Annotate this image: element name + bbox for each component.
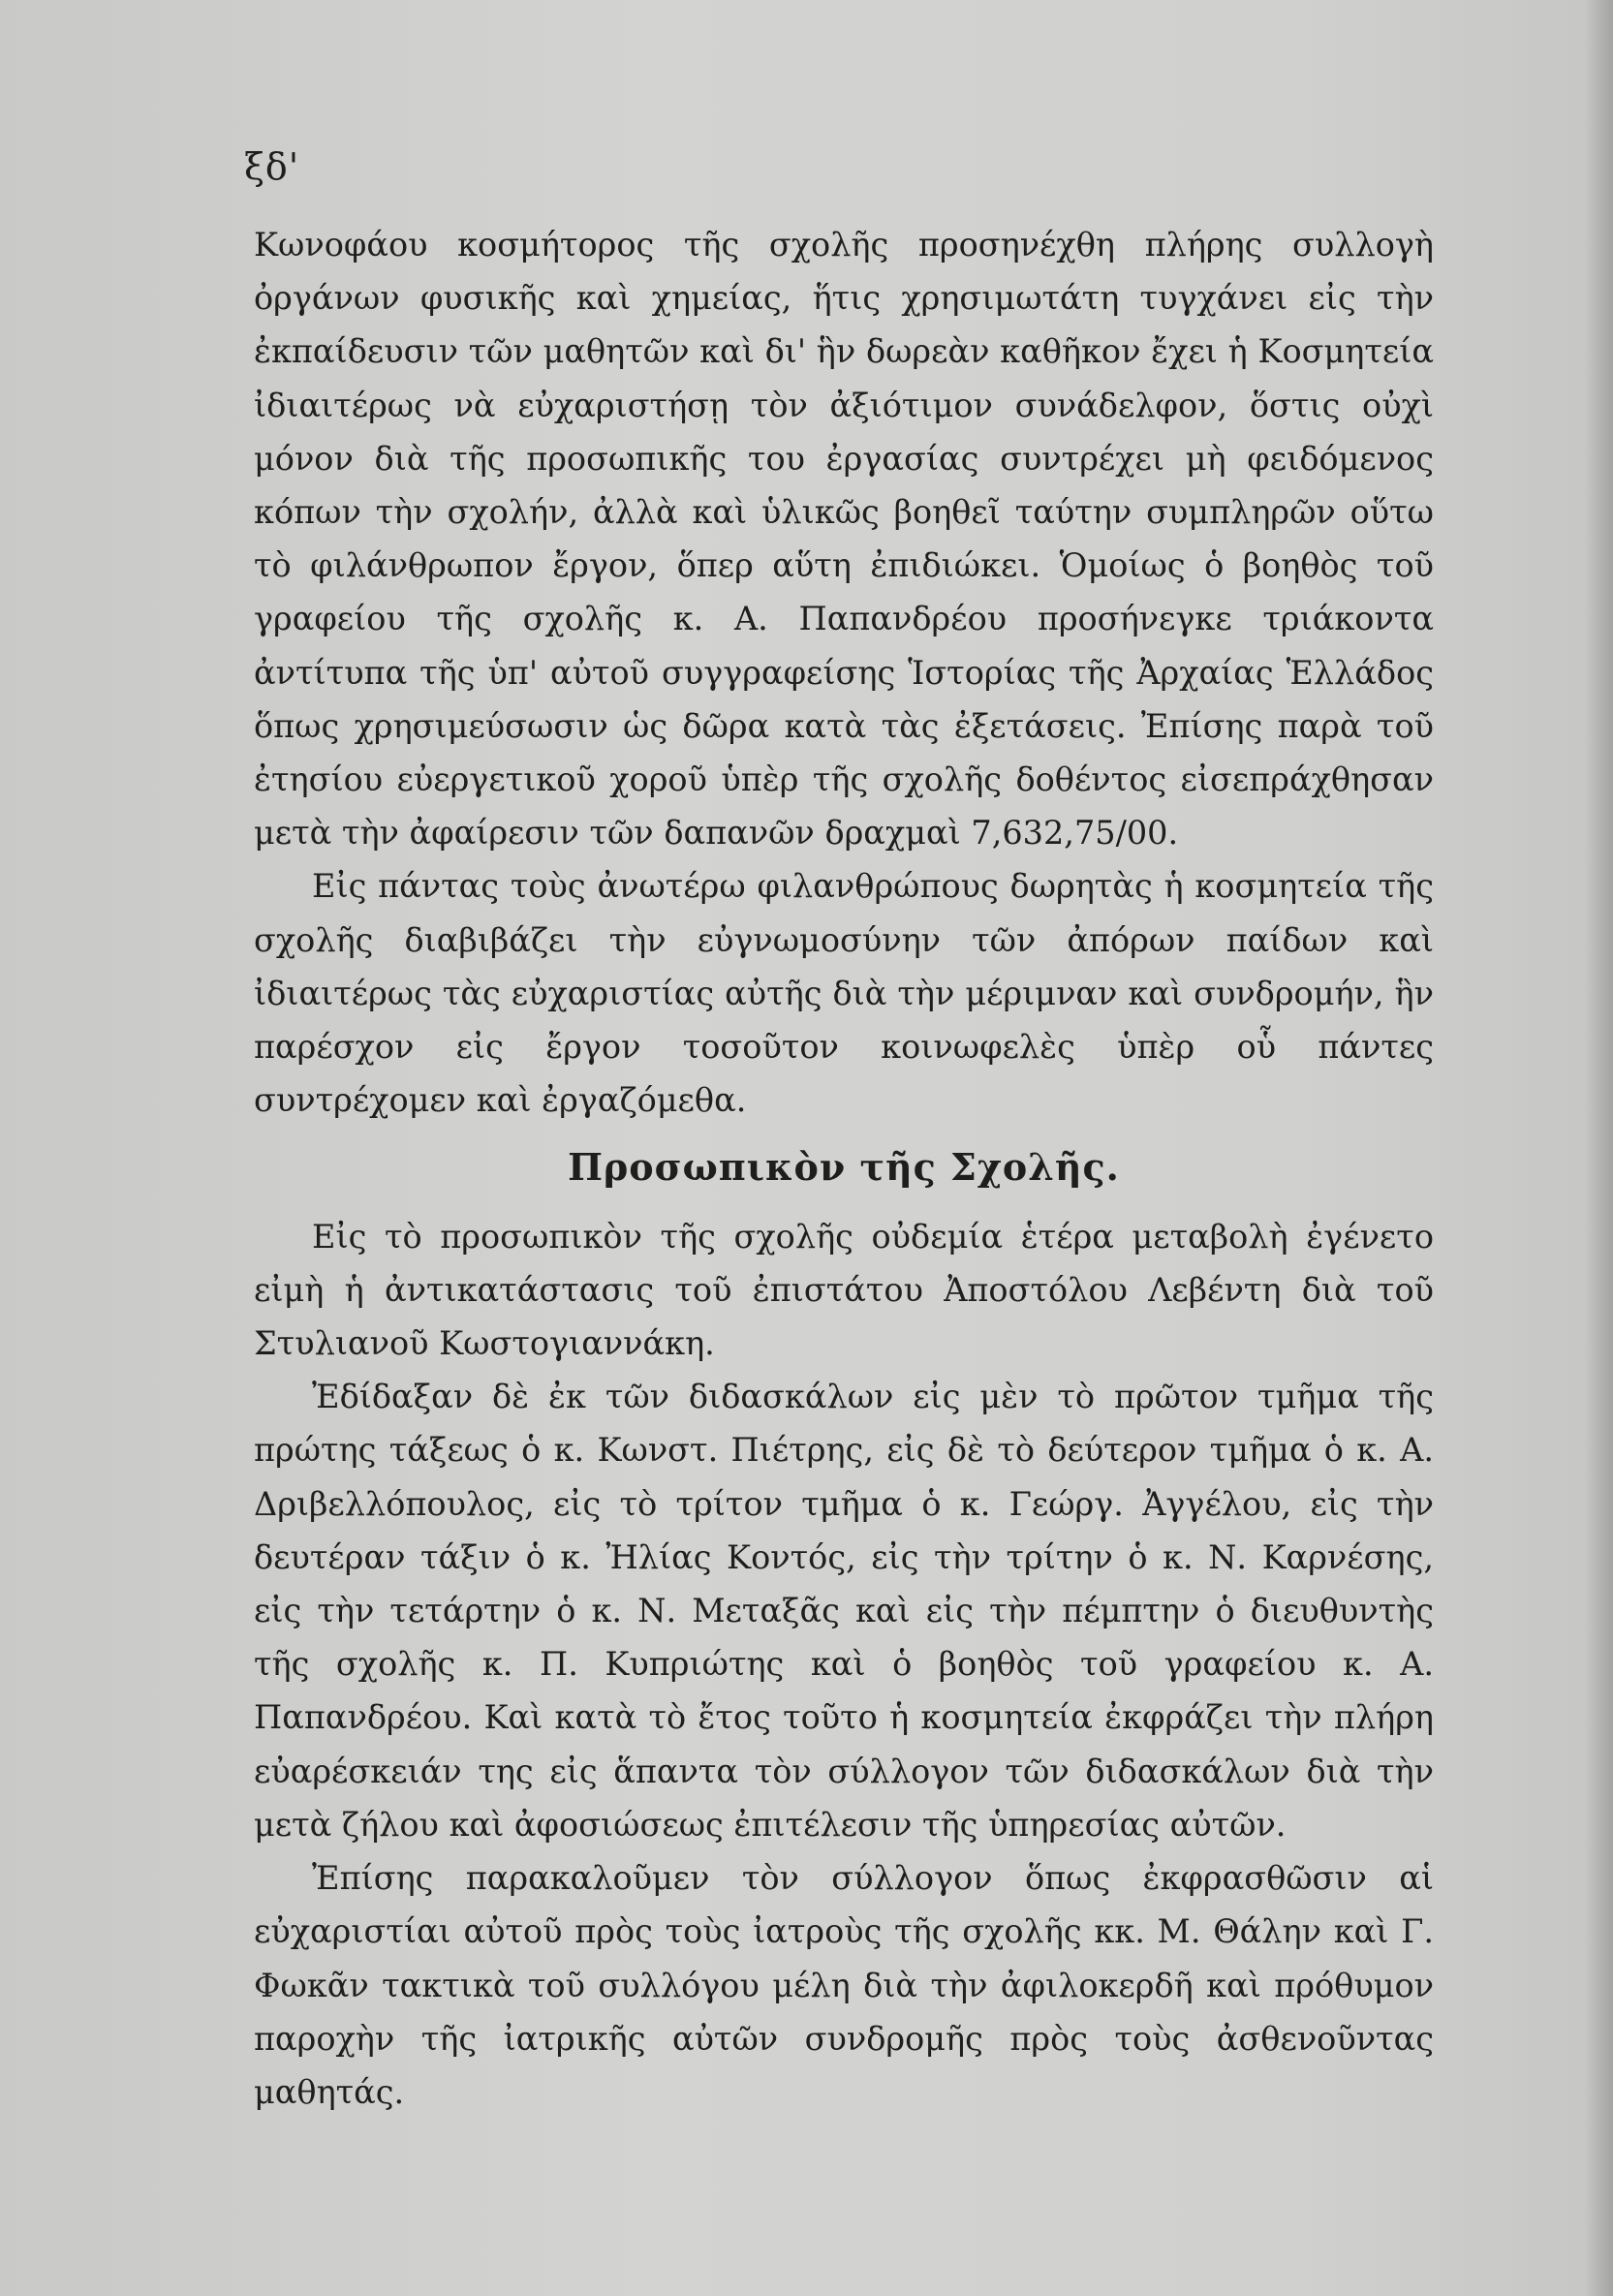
paragraph-thanks: Εἰς πάντας τοὺς ἀνωτέρω φιλανθρώπους δωρητὰς ἡ κοσμητεία τῆς σχολῆς διαβιβάζει τὴν εὐγνωμοσύνην τῶν ἀπόρων παίδων καὶ ἰδιαιτέρως τὰς εὐχαριστίας αὐτῆς διὰ τὴν μέριμναν καὶ συνδρομήν, ἣν παρέσχον εἰς ἔργον τοσοῦτον κοινωφελὲς ὑπὲρ οὗ πάντες συντρέχομεν καὶ ἐργαζόμεθα.: [254, 867, 1434, 1120]
paragraph-staff-change: Εἰς τὸ προσωπικὸν τῆς σχολῆς οὐδεμία ἑτέρα μεταβολὴ ἐγένετο εἰμὴ ἡ ἀντικατάστασις τοῦ ἐπιστάτου Ἀποστόλου Λεβέντη διὰ τοῦ Στυλιανοῦ Κωστογιαννάκη.: [254, 1217, 1434, 1363]
page-number: ξδ': [244, 145, 300, 188]
section-heading: Προσωπικὸν τῆς Σχολῆς.: [568, 1145, 1120, 1190]
page-binding-shadow: [1584, 0, 1613, 2296]
body-text: [254, 218, 1434, 2119]
paragraph-doctors: Ἐπίσης παρακαλοῦμεν τὸν σύλλογον ὅπως ἐκφρασθῶσιν αἱ εὐχαριστίαι αὐτοῦ πρὸς τοὺς ἰατροὺς τῆς σχολῆς κκ. Μ. Θάλην καὶ Γ. Φωκᾶν τακτικὰ τοῦ συλλόγου μέλη διὰ τὴν ἀφιλοκερδῆ καὶ πρόθυμον παροχὴν τῆς ἰατρικῆς αὐτῶν συνδρομῆς πρὸς τοὺς ἀσθενοῦντας μαθητάς.: [254, 1859, 1434, 2111]
paragraph-donations: Κωνοφάου κοσμήτορος τῆς σχολῆς προσηνέχθη πλήρης συλλογὴ ὀργάνων φυσικῆς καὶ χημείας, ἥτις χρησιμωτάτη τυγχάνει εἰς τὴν ἐκπαίδευσιν τῶν μαθητῶν καὶ δι' ἣν δωρεὰν καθῆκον ἔχει ἡ Κοσμητεία ἰδιαιτέρως νὰ εὐχαριστήσῃ τὸν ἀξιότιμον συνάδελφον, ὅστις οὐχὶ μόνον διὰ τῆς προσωπικῆς του ἐργασίας συντρέχει μὴ φειδόμενος κόπων τὴν σχολήν, ἀλλὰ καὶ ὑλικῶς βοηθεῖ ταύτην συμπληρῶν οὕτω τὸ φιλάνθρωπον ἔργον, ὅπερ αὕτη ἐπιδιώκει. Ὁμοίως ὁ βοηθὸς τοῦ γραφείου τῆς σχολῆς κ. Α. Παπανδρέου προσήνεγκε τριάκοντα ἀντίτυπα τῆς ὑπ' αὐτοῦ συγγραφείσης Ἱστορίας τῆς Ἀρχαίας Ἑλλάδος ὅπως χρησιμεύσωσιν ὡς δῶρα κατὰ τὰς ἐξετάσεις. Ἐπίσης παρὰ τοῦ ἐτησίου εὐεργετικοῦ χοροῦ ὑπὲρ τῆς σχολῆς δοθέντος εἰσεπράχθησαν μετὰ τὴν ἀφαίρεσιν τῶν δαπανῶν δραχμαὶ 7,632,75/00.: [254, 226, 1434, 853]
paragraph-teachers: Ἐδίδαξαν δὲ ἐκ τῶν διδασκάλων εἰς μὲν τὸ πρῶτον τμῆμα τῆς πρώτης τάξεως ὁ κ. Κωνστ. Πιέτρης, εἰς δὲ τὸ δεύτερον τμῆμα ὁ κ. Α. Δριβελλόπουλος, εἰς τὸ τρίτον τμῆμα ὁ κ. Γεώργ. Ἀγγέλου, εἰς τὴν δευτέραν τάξιν ὁ κ. Ἠλίας Κοντός, εἰς τὴν τρίτην ὁ κ. Ν. Καρνέσης, εἰς τὴν τετάρτην ὁ κ. Ν. Μεταξᾶς καὶ εἰς τὴν πέμπτην ὁ διευθυντὴς τῆς σχολῆς κ. Π. Κυπριώτης καὶ ὁ βοηθὸς τοῦ γραφείου κ. Α. Παπανδρέου. Καὶ κατὰ τὸ ἔτος τοῦτο ἡ κοσμητεία ἐκφράζει τὴν πλήρη εὐαρέσκειάν της εἰς ἅπαντα τὸν σύλλογον τῶν διδασκάλων διὰ τὴν μετὰ ζήλου καὶ ἀφοσιώσεως ἐπιτέλεσιν τῆς ὑπηρεσίας αὐτῶν.: [254, 1378, 1434, 1844]
